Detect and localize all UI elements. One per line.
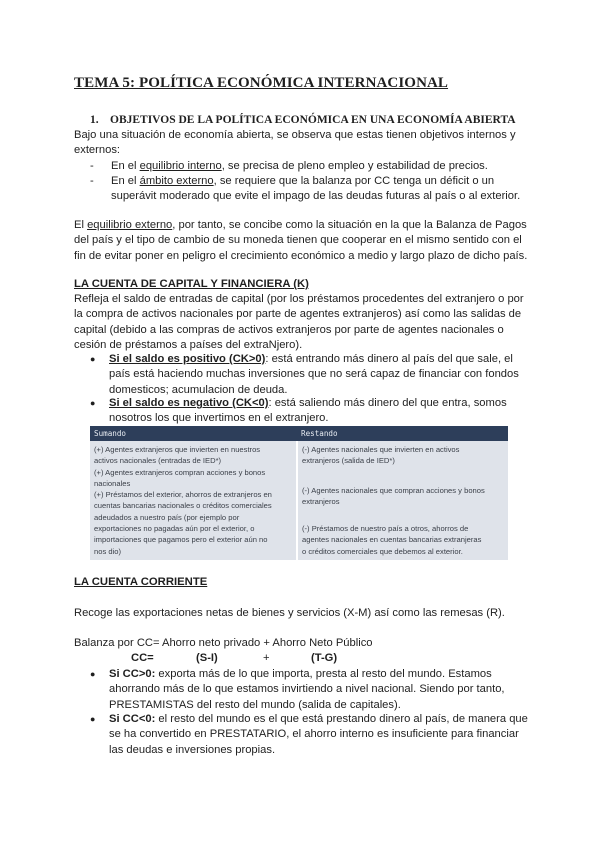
text: cuentas bancarias nacionales o créditos comerciales	[94, 501, 272, 511]
text: exporta más de lo que importa, presta al resto del mundo. Estamos	[155, 668, 492, 680]
text: se ha convertido en PRESTATARIO, el ahorro interno es insuficiente para financiar	[109, 728, 519, 741]
dash-marker: -	[90, 175, 94, 187]
term-equilibrio-externo: equilibrio externo	[87, 219, 173, 231]
text: (+) Agentes extranjeros que invierten en nuestros	[94, 445, 261, 454]
text: cesión de préstamos a países del extraNjero).	[74, 338, 303, 351]
text: (-) Agentes nacionales que invierten en activos	[302, 445, 460, 454]
text: nacionales	[94, 478, 131, 488]
text: o créditos comerciales que debemos al exterior.	[302, 546, 463, 556]
formula-balanza-cc: Balanza por CC= Ahorro neto privado + Ahorro Neto Público	[74, 637, 373, 649]
formula-plus: +	[263, 652, 270, 664]
dash-marker: -	[90, 160, 94, 172]
bold-term: Si el saldo es negativo (CK<0)	[109, 397, 269, 409]
bullet-cc-negativo	[90, 712, 530, 758]
intro-paragraph	[74, 128, 532, 159]
formula-s-minus-i: (S-I)	[196, 652, 218, 664]
text: ahorrando más de lo que estamos invirtiendo a nivel nacional. Siendo por tanto,	[109, 683, 505, 696]
text: fin de evitar poner en peligro el crecimiento económico a medio y largo plazo de dicho país.	[74, 249, 528, 262]
text: las deudas e inversiones propias.	[109, 743, 276, 756]
bullet-marker: ●	[90, 354, 96, 364]
text: país está haciendo muchas inversiones que no será capaz de financiar con fondos	[109, 368, 519, 381]
formula-t-minus-g: (T-G)	[311, 652, 338, 664]
table-header-sumando: Sumando	[90, 426, 297, 441]
section-title: OBJETIVOS DE LA POLÍTICA ECONÓMICA EN UNA ECONOMÍA ABIERTA	[110, 114, 516, 126]
table-cell-restando	[297, 441, 508, 560]
text: , se precisa de pleno empleo y estabilidad de precios.	[221, 160, 488, 172]
text: activos nacionales (entradas de IED*)	[94, 456, 222, 466]
intro-line-1: Bajo una situación de economía abierta, se observa que estas tienen objetivos internos y	[74, 129, 516, 141]
text: Refleja el saldo de entradas de capital (por los préstamos procedentes del extranjero o por	[74, 293, 524, 305]
text: (+) Préstamos del exterior, ahorros de extranjeros en	[94, 490, 272, 500]
paragraph-cuenta-corriente: Recoge las exportaciones netas de bienes y servicios (X-M) así como las remesas (R).	[74, 607, 505, 619]
text: importaciones que pagamos pero el exterior aún no	[94, 535, 268, 545]
text: capital (debido a las compras de activos extranjeros por parte de agentes nacionales o	[74, 323, 504, 336]
text: PRESTAMISTAS del resto del mundo (salida de capitales).	[109, 698, 401, 711]
text: domesticos; acumulacion de deuda.	[109, 383, 288, 396]
text: el resto del mundo es el que está prestando dinero al país, de manera que	[155, 713, 528, 725]
text: nosotros los que invertimos en el extranjero.	[109, 412, 329, 425]
bold-term: Si CC>0:	[109, 668, 156, 680]
paragraph-cuenta-capital	[74, 292, 532, 353]
list-item-equilibrio-interno	[90, 159, 530, 174]
formula-cc-label: CC=	[131, 652, 154, 664]
section-heading-objetivos	[90, 114, 516, 126]
text: : está saliendo más dinero del que entra, somos	[268, 397, 507, 409]
list-item-ambito-externo	[90, 174, 530, 205]
bold-term: Si CC<0:	[109, 713, 156, 725]
term-ambito-externo: ámbito externo	[139, 175, 214, 187]
text: agentes nacionales en cuentas bancarias extranjeras	[302, 535, 482, 545]
text: la compra de activos nacionales por parte de agentes extranjeros) así como las salidas de	[74, 308, 522, 321]
page-title: TEMA 5: POLÍTICA ECONÓMICA INTERNACIONAL	[74, 75, 449, 91]
heading-cuenta-capital: LA CUENTA DE CAPITAL Y FINANCIERA (K)	[74, 278, 309, 290]
intro-line-2: externos:	[74, 144, 121, 157]
heading-cuenta-corriente: LA CUENTA CORRIENTE	[74, 576, 208, 588]
bullet-marker: ●	[90, 669, 96, 679]
bullet-ck-negativo	[90, 396, 530, 427]
text: (-) Préstamos de nuestro país a otros, ahorros de	[302, 524, 469, 534]
capital-flows-table	[90, 426, 508, 560]
bullet-marker: ●	[90, 714, 96, 724]
text: En el	[111, 175, 140, 187]
text: En el	[111, 160, 140, 172]
text: extranjeros	[302, 496, 340, 506]
text: extranjeros (salida de IED*)	[302, 456, 395, 466]
table-header-restando: Restando	[297, 426, 508, 441]
table-cell-sumando	[90, 441, 297, 560]
paragraph-equilibrio-externo	[74, 218, 532, 264]
text: exportaciones no pagadas aún por el exterior, o	[94, 524, 255, 534]
term-equilibrio-interno: equilibrio interno	[139, 160, 222, 172]
text: (-) Agentes nacionales que compran acciones y bonos	[302, 485, 485, 495]
bullet-cc-positivo	[90, 667, 530, 713]
bullet-ck-positivo	[90, 352, 530, 398]
bold-term: Si el saldo es positivo (CK>0)	[109, 353, 266, 365]
text: superávit moderado que evite el impago de las deudas futuras al país o al exterior.	[111, 190, 521, 203]
text: , se requiere que la balanza por CC tenga un déficit o un	[213, 175, 495, 187]
text: nos dio)	[94, 546, 122, 556]
text: del país y el tipo de cambio de su moneda tienen que cooperar en el mismo sentido con el	[74, 234, 522, 247]
text: El	[74, 219, 88, 231]
text: (+) Agentes extranjeros compran acciones y bonos	[94, 467, 266, 477]
bullet-marker: ●	[90, 398, 96, 408]
text: adeudados a nuestro país (por ejemplo por	[94, 512, 240, 522]
text: , por tanto, se concibe como la situación en la que la Balanza de Pagos	[172, 219, 527, 231]
section-number: 1.	[90, 114, 99, 126]
text: : está entrando más dinero al país del que sale, el	[265, 353, 513, 365]
